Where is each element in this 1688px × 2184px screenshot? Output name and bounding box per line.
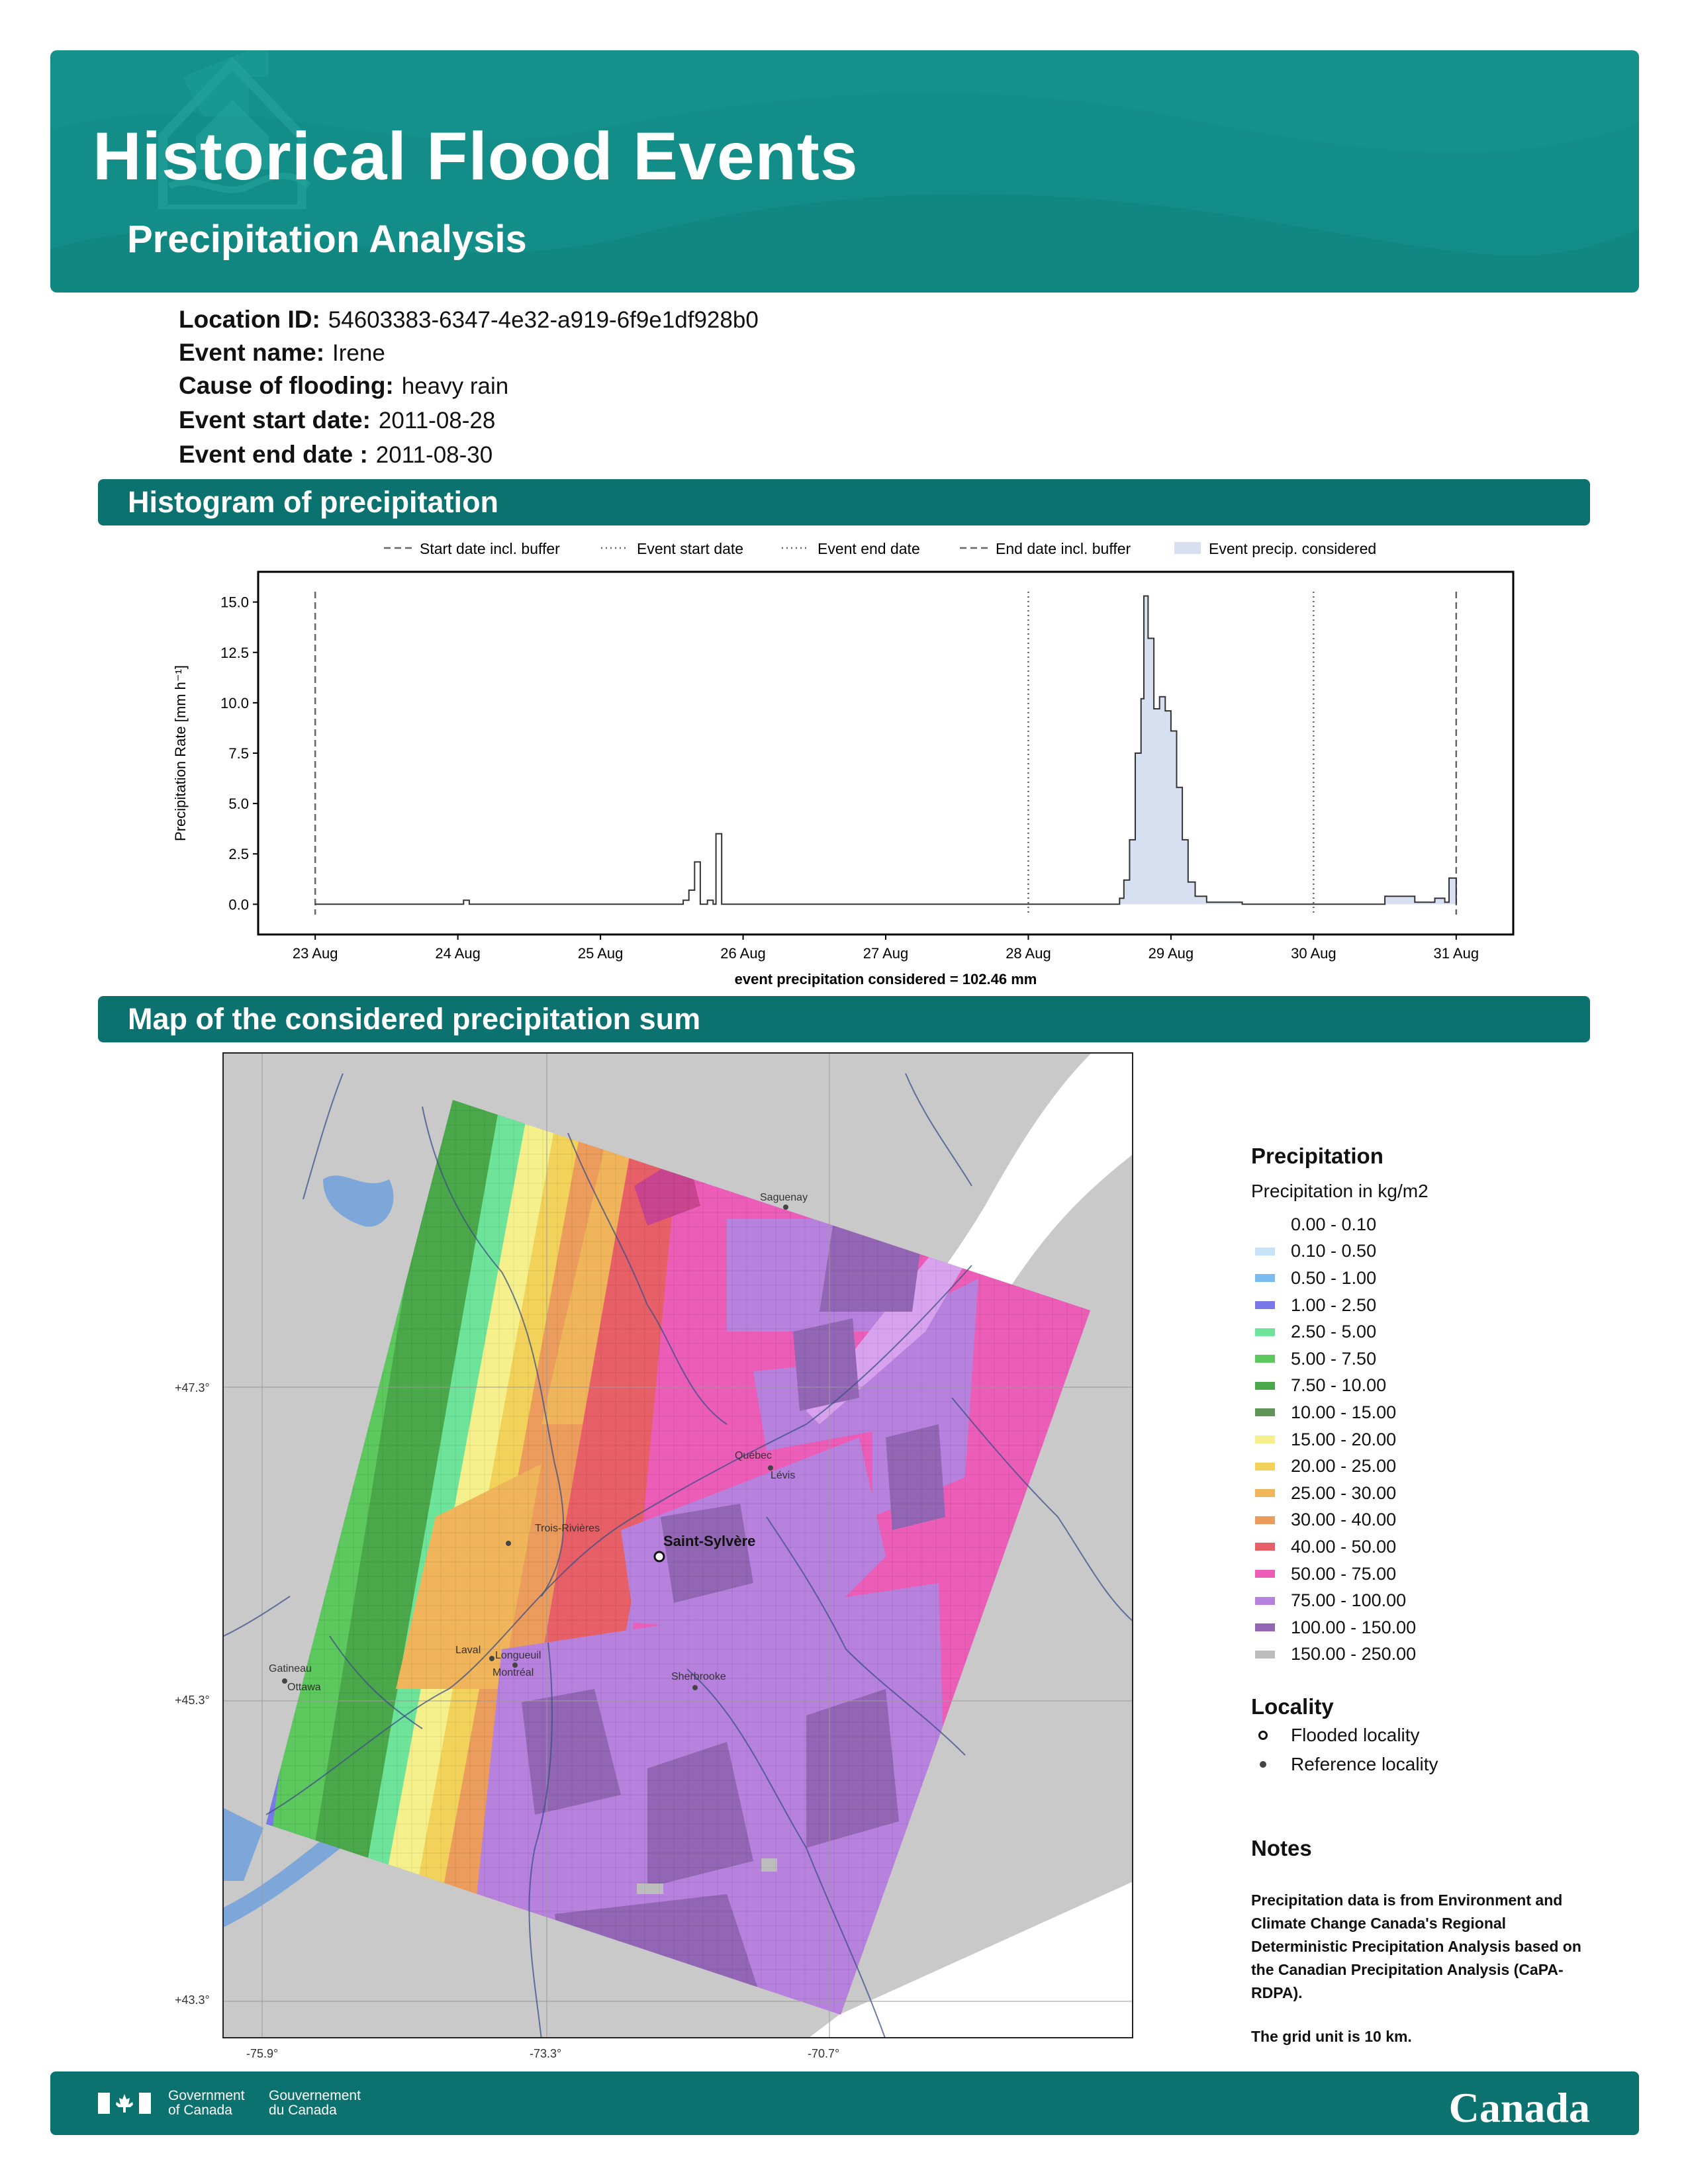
legend-label: 20.00 - 25.00 [1291,1456,1397,1477]
legend-label: Event precip. considered [1209,540,1377,557]
canada-wordmark: Canada [1448,2084,1590,2131]
city-label: Lévis [771,1470,796,1481]
legend-label: 75.00 - 100.00 [1291,1590,1407,1611]
legend-label: Event end date [818,540,920,557]
meta-value: heavy rain [401,373,509,399]
city-marker [506,1541,511,1546]
notes-title: Notes [1251,1836,1312,1861]
legend-label: 5.00 - 7.50 [1291,1348,1377,1369]
meta-label: Cause of flooding: [179,372,394,399]
legend-swatch [1255,1489,1275,1497]
legend-item [1251,1373,1622,1400]
x-tick-label: 24 Aug [435,945,481,962]
legend-item [1251,1399,1622,1426]
legend-label: 7.50 - 10.00 [1291,1375,1387,1396]
city-label: Sherbrooke [671,1671,726,1682]
city-label: Québec [735,1450,773,1461]
x-tick-label: 29 Aug [1148,945,1194,962]
x-tick-label: 25 Aug [577,945,624,962]
meta-label: Location ID: [179,306,320,333]
legend-swatch [1255,1328,1275,1336]
y-tick-label: 15.0 [220,594,249,611]
precipitation-map[interactable] [222,1052,1133,2038]
flooded-locality-label: Saint-Sylvère [663,1533,756,1549]
legend-swatch [1255,1301,1275,1309]
x-tick-label: 27 Aug [863,945,909,962]
notes-grid-unit: The grid unit is 10 km. [1251,2028,1412,2046]
meta-event-name [179,339,385,372]
y-tick-label: 0.0 [228,896,249,913]
goc-text-en [168,2089,245,2118]
meta-start-date [179,406,495,439]
legend-label: 0.50 - 1.00 [1291,1267,1377,1288]
meta-end-date [179,441,492,474]
legend-item [1251,1641,1622,1668]
legend-swatch [1255,1408,1275,1416]
page-title: Historical Flood Events [93,118,859,194]
footer-bar [50,2071,1639,2135]
legend-reference-locality [1251,1751,1622,1778]
goc-text-fr [269,2089,361,2118]
legend-swatch [1255,1570,1275,1578]
legend-flooded-locality [1251,1722,1622,1749]
city-label: Ottawa [287,1682,321,1693]
plot-frame [258,572,1513,934]
legend-label: 2.50 - 5.00 [1291,1322,1377,1342]
legend-item [1251,1265,1622,1292]
legend-label: 25.00 - 30.00 [1291,1482,1397,1503]
city-label: Saguenay [760,1192,808,1203]
map-lon-label: -70.7° [808,2047,840,2060]
legend-item [1251,1318,1622,1345]
legend-item [1251,1561,1622,1588]
section-histogram-header: Histogram of precipitation [98,479,1590,525]
legend-item [1251,1453,1622,1480]
map-lon-label: -73.3° [530,2047,562,2060]
goc-fr-line: Gouvernement [269,2088,361,2103]
map-lat-label: +45.3° [175,1694,210,1707]
meta-label: Event start date: [179,406,371,433]
y-axis-label: Precipitation Rate [mm h⁻¹] [172,665,189,841]
y-tick-label: 10.0 [220,694,249,711]
legend-label: 0.00 - 0.10 [1291,1214,1377,1234]
city-label: Trois-Rivières [535,1523,600,1534]
city-marker [489,1656,494,1661]
map-lat-label: +47.3° [175,1381,210,1394]
legend-label: Reference locality [1291,1754,1438,1775]
chart-legend [384,540,1376,557]
x-tick-label: 26 Aug [720,945,766,962]
map-canvas [224,1054,1133,2038]
precipitation-histogram-chart [159,523,1542,999]
legend-swatch [1255,1248,1275,1255]
legend-swatch [1255,1220,1275,1228]
legend-item [1251,1587,1622,1614]
legend-item [1251,1426,1622,1453]
legend-swatch [1255,1597,1275,1605]
legend-swatch [1255,1651,1275,1659]
legend-label: Flooded locality [1291,1725,1420,1746]
goc-en-line: of Canada [168,2103,232,2118]
y-axis [220,594,258,913]
y-tick-label: 12.5 [220,644,249,661]
legend-title: Precipitation [1251,1144,1383,1168]
city-label: Longueuil [495,1650,541,1661]
legend-item [1251,1480,1622,1507]
legend-label: 150.00 - 250.00 [1291,1644,1417,1664]
open-circle-icon [1258,1731,1268,1740]
legend-label: Start date incl. buffer [420,540,560,557]
legend-label: 0.10 - 0.50 [1291,1241,1377,1261]
legend-item [1251,1507,1622,1534]
city-label: Montréal [492,1667,534,1678]
meta-value: Irene [332,340,385,366]
meta-label: Event name: [179,339,325,366]
map-lon-label: -75.9° [246,2047,279,2060]
y-tick-label: 2.5 [228,846,249,863]
flooded-locality-marker[interactable] [655,1552,664,1561]
legend-items [1251,1211,1622,1668]
goc-en-line: Government [168,2088,245,2103]
legend-label: End date incl. buffer [996,540,1131,557]
meta-location-id [179,306,759,339]
legend-swatch [1255,1274,1275,1282]
legend-label: Event start date [637,540,744,557]
legend-swatch [1255,1355,1275,1363]
x-tick-label: 31 Aug [1433,945,1479,962]
legend-swatch [1255,1623,1275,1631]
legend-label: 15.00 - 20.00 [1291,1429,1397,1449]
legend-item [1251,1345,1622,1373]
city-marker [692,1685,698,1690]
goc-fr-line: du Canada [269,2103,337,2118]
x-tick-label: 23 Aug [292,945,338,962]
meta-value: 2011-08-28 [378,408,496,433]
x-tick-label: 28 Aug [1006,945,1051,962]
city-label: Laval [455,1645,481,1656]
x-axis-label: event precipitation considered = 102.46 mm [734,971,1037,987]
legend-item [1251,1533,1622,1561]
legend-item [1251,1614,1622,1641]
meta-value: 2011-08-30 [375,442,493,468]
y-tick-label: 5.0 [228,796,249,813]
meta-cause [179,372,508,405]
x-axis [293,934,1479,962]
meta-label: Event end date : [179,441,368,468]
legend-label: 30.00 - 40.00 [1291,1510,1397,1530]
legend-label: 40.00 - 50.00 [1291,1536,1397,1557]
city-label: Gatineau [269,1663,312,1674]
city-marker [783,1205,788,1210]
legend-item [1251,1292,1622,1319]
section-map-header: Map of the considered precipitation sum [98,996,1590,1042]
legend-swatch [1255,1516,1275,1524]
x-tick-label: 30 Aug [1291,945,1336,962]
dot-icon [1260,1761,1266,1768]
legend-swatch [1255,1435,1275,1443]
legend-item [1251,1211,1622,1238]
legend-swatch [1255,1543,1275,1551]
legend-label: 1.00 - 2.50 [1291,1295,1377,1315]
legend-label: 50.00 - 75.00 [1291,1563,1397,1584]
legend-swatch [1255,1382,1275,1390]
notes-text: Precipitation data is from Environment and Climate Change Canada's Regional Deterministic Precipitation Analysis based on the Canadian Precipitation Analysis (CaPA-RDPA). [1251,1891,1581,2002]
city-marker [282,1678,287,1684]
legend-subtitle: Precipitation in kg/m2 [1251,1181,1429,1201]
page-subtitle: Precipitation Analysis [127,218,527,261]
map-legend [1251,1144,1622,2046]
locality-title: Locality [1251,1694,1334,1719]
map-lat-label: +43.3° [175,1993,210,2007]
legend-label: 100.00 - 150.00 [1291,1617,1417,1637]
legend-label: 10.00 - 15.00 [1291,1402,1397,1422]
meta-value: 54603383-6347-4e32-a919-6f9e1df928b0 [328,307,759,333]
y-tick-label: 7.5 [228,745,249,762]
legend-marker-precip [1174,542,1201,554]
legend-item [1251,1238,1622,1265]
canada-flag-icon [98,2090,151,2116]
legend-swatch [1255,1463,1275,1471]
